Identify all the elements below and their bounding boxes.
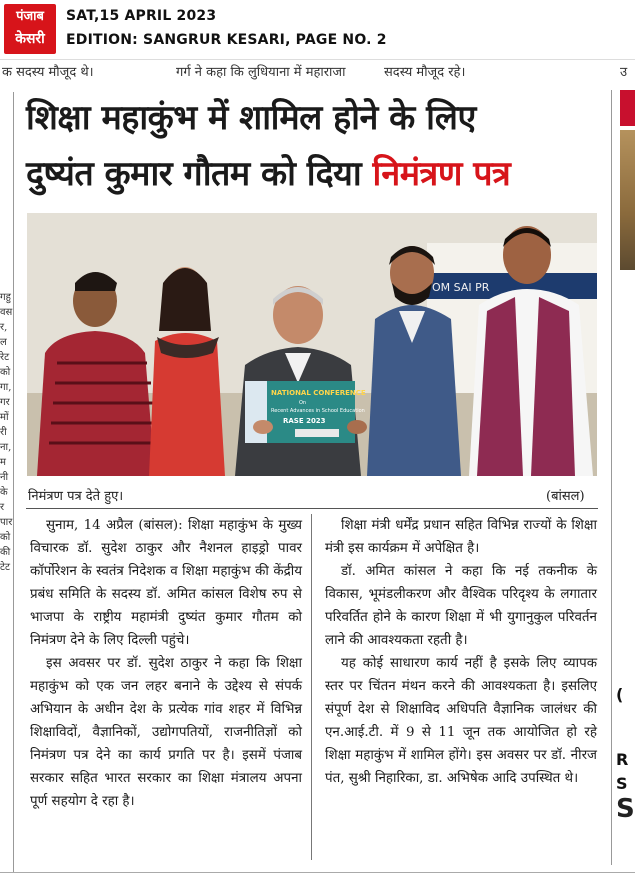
neighbor-text-middle: गर्ग ने कहा कि लुधियाना में महाराजा [176,65,346,80]
headline [26,90,606,202]
left-fragment: री [0,427,7,438]
headline-line-1: शिक्षा महाकुंभ में शामिल होने के लिए [26,98,476,138]
right-red-label [620,90,635,126]
banner-title: NATIONAL CONFERENCE [271,389,366,397]
col1-paragraph-1: सुनाम, 14 अप्रैल (बांसल): शिक्षा महाकुंभ के मुख्य विचारक डॉ. सुदेश ठाकुर और नैशनल हाइड्रो पावर कॉर्पोरेशन के स्वतंत्र निदेशक व शिक्षा महाकुंभ की केंद्रीय प्रबंध समिति के सदस्य डॉ. अमित कांसल विशेष रुप से भाजपा के राष्ट्रीय महामंत्री दुष्यंत कुमार गौतम को निमंत्रण देने के लिए दिल्ली पहुंचे। [30,518,302,648]
left-fragment: ना, [0,442,12,453]
caption-rule [26,508,598,509]
left-fragment: मों [0,412,9,423]
logo-line-2: केसरी [15,31,45,47]
left-fragment: गर [0,397,10,408]
backdrop-banner-text: OM SAI PR [432,281,490,294]
headline-black-part: दुष्यंत कुमार गौतम को दिया [26,154,362,194]
neighbor-text-left: क सदस्य मौजूद थे। [2,65,94,80]
photo-illustration [27,213,597,476]
left-fragment: ल [0,337,7,348]
neighbor-text-right: सदस्य मौजूद रहे। [384,65,466,80]
left-column-divider [13,92,14,872]
article-column-2 [325,514,597,790]
photo-caption: निमंत्रण पत्र देते हुए। [28,489,124,504]
left-fragment: पार [0,517,13,528]
column-divider [311,514,312,860]
right-fragment-r: R [616,750,629,769]
news-photo [27,213,597,476]
punjab-kesari-logo [4,4,56,54]
photo-credit: (बांसल) [546,489,585,504]
right-neighbor-column [612,90,635,865]
right-fragment-s2: S [616,794,635,824]
banner-on: On [299,400,307,406]
left-fragment: रेट [0,352,10,363]
bottom-rule [0,872,635,873]
left-fragment: टेट [0,562,11,573]
left-fragment: र [0,502,5,513]
left-fragment: गा, [0,382,12,393]
left-fragment: की [0,547,11,558]
headline-line-2 [26,146,606,202]
edition-date: SAT,15 APRIL 2023 [66,8,217,24]
left-fragment: म [0,457,6,468]
col2-paragraph-2: डॉ. अमित कांसल ने कहा कि नई तकनीक के विकास, भूमंडलीकरण और वैश्विक परिदृश्य के लगातार परिवर्तित होने के कारण शिक्षा में भी युगानुकुल परिवर्तन लाने की आवश्यकता रहती है। [325,564,597,648]
left-fragment: वस [0,307,13,318]
left-fragment: के [0,487,8,498]
left-fragment: गहु [0,292,11,303]
banner-code: RASE 2023 [283,417,326,425]
left-fragment: को [0,367,11,378]
left-fragment: नी [0,472,9,483]
left-fragment: र, [0,322,8,333]
headline-red-part: निमंत्रण पत्र [372,154,511,194]
right-fragment-paren: ( [616,685,624,704]
logo-line-1: पंजाब [16,9,44,24]
col1-paragraph-2: इस अवसर पर डॉ. सुदेश ठाकुर ने कहा कि शिक्षा महाकुंभ को एक जन लहर बनाने के उद्देश्य से संपर्क अभियान के अधीन देश के प्रत्येक गांव शहर में विभिन्न शिक्षाविदों, वैज्ञानिकों, उद्योगपतियों, राजनीतिज्ञों को निमंत्रण पत्र देने का कार्य प्रगति पर है। इसमें पंजाब सरकार सहित भारत सरकार का शिक्षा मंत्रालय अपना पूर्ण सहयोग दे रहा है। [30,656,302,809]
col2-paragraph-1: शिक्षा मंत्री धर्मेंद्र प्रधान सहित विभिन्न राज्यों के शिक्षा मंत्री इस कार्यक्रम में अपेक्षित है। [325,518,597,556]
left-neighbor-column [0,290,14,850]
right-fragment-s1: S [616,774,628,793]
edition-info: EDITION: SANGRUR KESARI, PAGE NO. 2 [66,32,387,48]
left-fragment: को [0,532,11,543]
col2-paragraph-3: यह कोई साधारण कार्य नहीं है इसके लिए व्यापक स्तर पर चिंतन मंथन करने की आवश्यकता है। इसलिए संपूर्ण देश से शिक्षाविद अधिपति वैज्ञानिक जालंधर की एन.आई.टी. में 9 से 11 जून तक आयोजित हो रहे शिक्षा महाकुंभ में शामिल होंगे। इस अवसर पर डॉ. नीरज पंत, सुश्री निहारिका, डा. अभिषेक आदि उपस्थित थे। [325,656,597,786]
neighbor-text-far-right: उ [620,65,628,80]
banner-subtitle: Recent Advances in School Education [271,408,365,414]
right-neighbor-photo [620,130,635,270]
page-header [0,0,635,60]
article-column-1 [30,514,302,813]
